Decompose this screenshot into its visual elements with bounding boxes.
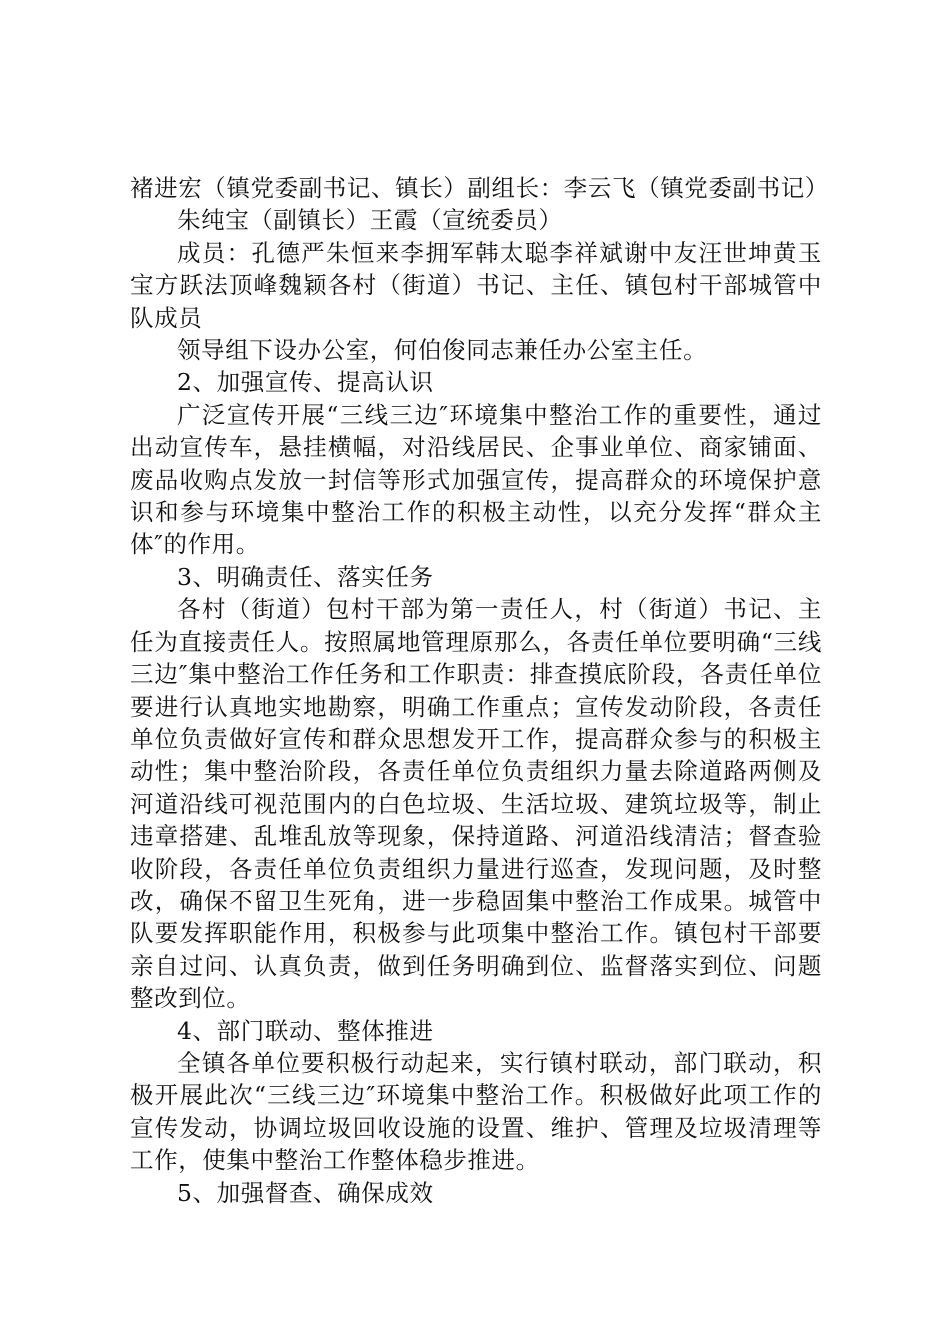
section-heading-5: 5、加强督查、确保成效: [177, 1178, 434, 1207]
document-body: [130, 172, 829, 1209]
deputy-line: 朱纯宝（副镇长）王霞（宣统委员）: [177, 206, 563, 235]
members-line: 成员：孔德严朱恒来李拥军韩太聪李祥斌谢中友汪世坤黄玉宝方跃法顶峰魏颖各村（街道）书记、主任、镇包村干部城管中队成员: [130, 238, 822, 332]
section-heading-3: 3、明确责任、落实任务: [177, 562, 434, 591]
leader-line: 褚进宏（镇党委副书记、镇长）副组长：李云飞（镇党委副书记）: [130, 174, 829, 202]
section-heading-2: 2、加强宣传、提高认识: [177, 368, 434, 397]
section-heading-4: 4、部门联动、整体推进: [177, 1016, 434, 1045]
section-paragraph-4: 全镇各单位要积极行动起来，实行镇村联动，部门联动，积极开展此次“三线三边″环境集中整治工作。积极做好此项工作的宣传发动，协调垃圾回收设施的设置、维护、管理及垃圾清理等工作，使集中整治工作整体稳步推进。: [130, 1048, 822, 1175]
section-paragraph-3: 各村（街道）包村干部为第一责任人，村（街道）书记、主任为直接责任人。按照属地管理原那么，各责任单位要明确“三线三边″集中整治工作任务和工作职责：排查摸底阶段，各责任单位要进行认真地实地勘察，明确工作重点；宣传发动阶段，各责任单位负责做好宣传和群众思想发开工作，提高群众参与的积极主动性；集中整治阶段，各责任单位负责组织力量去除道路两侧及河道沿线可视范围内的白色垃圾、生活垃圾、建筑垃圾等，制止违章搭建、乱堆乱放等现象，保持道路、河道沿线清洁；督查验收阶段，各责任单位负责组织力量进行巡查，发现问题，及时整改，确保不留卫生死角，进一步稳固集中整治工作成果。城管中队要发挥职能作用，积极参与此项集中整治工作。镇包村干部要亲自过问、认真负责，做到任务明确到位、监督落实到位、问题整改到位。: [130, 595, 822, 1013]
office-line: 领导组下设办公室，何伯俊同志兼任办公室主任。: [177, 336, 708, 365]
section-paragraph-2: 广泛宣传开展“三线三边″环境集中整治工作的重要性，通过出动宣传车，悬挂横幅，对沿线居民、企事业单位、商家铺面、废品收购点发放一封信等形式加强宣传，提高群众的环境保护意识和参与环境集中整治工作的积极主动性，以充分发挥“群众主体″的作用。: [130, 400, 822, 559]
